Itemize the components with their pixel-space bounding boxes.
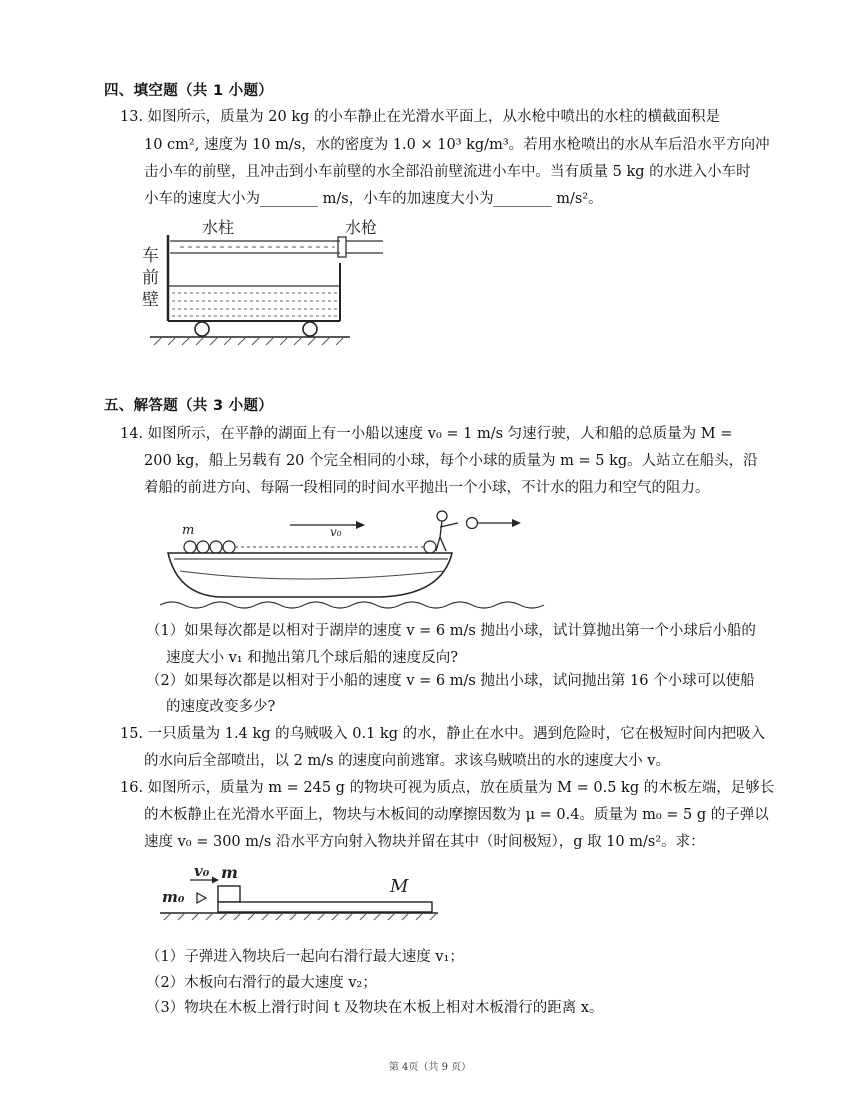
- q16-part1: （1）子弹进入物块后一起向右滑行最大速度 v₁；: [146, 949, 464, 965]
- q14-part2-line-1: （2）如果每次都是以相对于小船的速度 v = 6 m/s 抛出小球，试问抛出第 16 个小球可以使船: [146, 673, 755, 689]
- cart-wheel-left: [195, 322, 209, 336]
- q16-block-board-figure: [160, 858, 440, 930]
- q13-line-1: 13. 如图所示，质量为 20 kg 的小车静止在光滑水平面上，从水枪中喷出的水柱的横截面积是: [120, 109, 721, 125]
- front-wall-label-1: 车: [142, 246, 159, 266]
- front-wall-label-3: 壁: [142, 290, 159, 310]
- water-waves: [160, 602, 544, 608]
- q15-line-2: 的水向后全部喷出，以 2 m/s 的速度向前逃窜。求该乌贼喷出的水的速度大小 v。: [144, 753, 670, 769]
- bullet: [197, 893, 206, 903]
- thrown-ball: [467, 518, 478, 529]
- q16-part2: （2）木板向右滑行的最大速度 v₂；: [146, 975, 377, 991]
- q14-line-2: 200 kg，船上另载有 20 个完全相同的小球，每个小球的质量为 m = 5 kg。人站立在船头，沿: [144, 453, 758, 469]
- board: [218, 902, 432, 912]
- q13-line-3: 击小车的前壁，且冲击到小车前壁的水全部沿前壁流进小车中。当有质量 5 kg 的水进入小车时: [144, 164, 751, 180]
- q14-part2-line-2: 的速度改变多少?: [166, 699, 276, 715]
- q14-line-1: 14. 如图所示，在平静的湖面上有一小船以速度 v₀ = 1 m/s 匀速行驶，人和船的总质量为 M =: [120, 426, 733, 442]
- board-mass-label: M: [390, 876, 409, 897]
- ground-hatch: [154, 337, 344, 345]
- q14-boat-figure: [160, 505, 552, 613]
- section-title-answer: 五、解答题（共 3 小题）: [104, 398, 274, 414]
- block-mass-label: m: [221, 863, 238, 882]
- gun-nozzle: [338, 237, 346, 257]
- bullet-velocity-label: v₀: [194, 862, 210, 880]
- water-gun-label: 水枪: [345, 218, 378, 237]
- q16-line-1: 16. 如图所示，质量为 m = 245 g 的物块可视为质点，放在质量为 M = 0.5 kg 的木板左端，足够长: [120, 780, 775, 796]
- q16-line-3: 速度 v₀ = 300 m/s 沿水平方向射入物块并留在其中（时间极短），g 取 10 m/s²。求：: [144, 834, 705, 850]
- person-figure: [436, 511, 458, 551]
- page-footer: 第 4页（共 9 页）: [388, 1062, 472, 1073]
- q15-line-1: 15. 一只质量为 1.4 kg 的乌贼吸入 0.1 kg 的水，静止在水中。遇到危险时，它在极短时间内把吸入: [120, 726, 766, 742]
- q16-part3: （3）物块在木板上滑行时间 t 及物块在木板上相对木板滑行的距离 x。: [146, 1000, 604, 1016]
- boat-velocity-label: v₀: [330, 525, 342, 539]
- q16-line-2: 的木板静止在光滑水平面上，物块与木板间的动摩擦因数为 μ = 0.4。质量为 m₀ = 5 g 的子弹以: [144, 807, 769, 823]
- q14-part1-line-1: （1）如果每次都是以相对于湖岸的速度 v = 6 m/s 抛出小球，试计算抛出第一个小球后小船的: [146, 623, 756, 639]
- section-title-fill-in: 四、填空题（共 1 小题）: [104, 83, 274, 99]
- bullet-mass-label: m₀: [162, 888, 185, 906]
- table-hatch: [164, 913, 437, 920]
- water-column-label: 水柱: [202, 218, 235, 237]
- q14-part1-line-2: 速度大小 v₁ 和抛出第几个球后船的速度反向?: [166, 650, 458, 666]
- q13-line-2: 10 cm², 速度为 10 m/s，水的密度为 1.0 × 10³ kg/m³。若用水枪喷出的水从车后沿水平方向冲: [144, 137, 770, 153]
- block: [218, 886, 240, 902]
- front-wall-label-2: 前: [142, 268, 159, 288]
- cart-wheel-right: [303, 322, 317, 336]
- ball-mass-label: m: [182, 523, 195, 538]
- q13-cart-figure: [140, 213, 385, 350]
- q13-line-4: 小车的速度大小为________ m/s，小车的加速度大小为________ m/s²。: [144, 191, 603, 207]
- q14-line-3: 着船的前进方向、每隔一段相同的时间水平抛出一个小球，不计水的阻力和空气的阻力。: [144, 480, 710, 496]
